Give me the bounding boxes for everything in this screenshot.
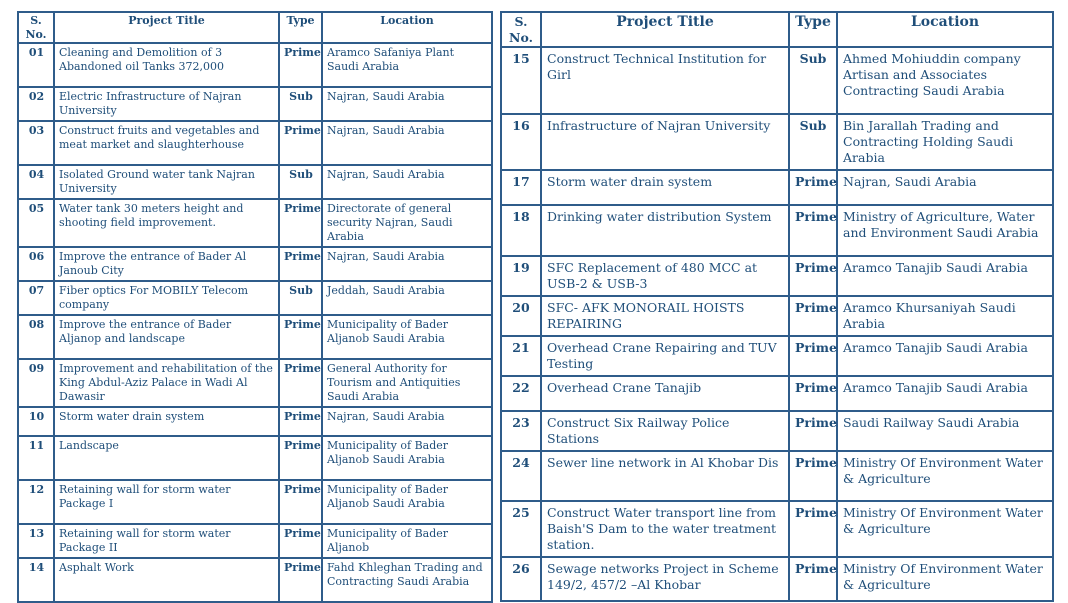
project-type-cell: Prime	[789, 170, 837, 205]
location-cell: Ahmed Mohiuddin company Artisan and Associates Contracting Saudi Arabia	[837, 47, 1053, 114]
project-type-cell: Prime	[789, 336, 837, 376]
project-type-cell: Sub	[789, 114, 837, 170]
header-location: Location	[837, 12, 1053, 47]
table-row	[501, 411, 1053, 451]
row-number: 12	[18, 480, 54, 524]
project-title-cell: Improve the entrance of Bader Aljanop and landscape	[54, 315, 279, 359]
header-type: Type	[789, 12, 837, 47]
row-number: 16	[501, 114, 541, 170]
row-number: 21	[501, 336, 541, 376]
project-title-cell: Overhead Crane Repairing and TUV Testing	[541, 336, 789, 376]
table-row	[18, 407, 492, 436]
table-row	[18, 480, 492, 524]
project-type-cell: Prime	[789, 451, 837, 501]
location-cell: Najran, Saudi Arabia	[322, 407, 492, 436]
project-title-cell: Construct Technical Institution for Girl	[541, 47, 789, 114]
project-title-cell: Landscape	[54, 436, 279, 480]
row-number: 05	[18, 199, 54, 247]
project-type-cell: Prime	[279, 436, 322, 480]
project-type-cell: Prime	[279, 247, 322, 281]
row-number: 08	[18, 315, 54, 359]
row-number: 04	[18, 165, 54, 199]
table-row	[18, 524, 492, 558]
table-row	[18, 436, 492, 480]
project-title-cell: Construct Water transport line from Baish'S Dam to the water treatment station.	[541, 501, 789, 557]
table-row	[18, 199, 492, 247]
table-row	[501, 114, 1053, 170]
location-cell: Ministry Of Environment Water & Agriculture	[837, 557, 1053, 601]
project-title-cell: Sewer line network in Al Khobar Dis	[541, 451, 789, 501]
location-cell: Najran, Saudi Arabia	[322, 247, 492, 281]
project-type-cell: Prime	[789, 411, 837, 451]
table-row	[501, 205, 1053, 256]
row-number: 20	[501, 296, 541, 336]
row-number: 07	[18, 281, 54, 315]
table-row	[18, 558, 492, 602]
row-number: 06	[18, 247, 54, 281]
location-cell: Ministry of Agriculture, Water and Environment Saudi Arabia	[837, 205, 1053, 256]
header-location: Location	[322, 12, 492, 43]
project-type-cell: Prime	[789, 205, 837, 256]
location-cell: Aramco Safaniya Plant Saudi Arabia	[322, 43, 492, 87]
row-number: 23	[501, 411, 541, 451]
table-header-row	[18, 12, 492, 43]
project-title-cell: Cleaning and Demolition of 3 Abandoned oil Tanks 372,000	[54, 43, 279, 87]
location-cell: Aramco Tanajib Saudi Arabia	[837, 376, 1053, 411]
table-row	[501, 256, 1053, 296]
table-row	[501, 170, 1053, 205]
project-title-cell: Storm water drain system	[54, 407, 279, 436]
project-title-cell: Retaining wall for storm water Package I	[54, 480, 279, 524]
table-header-row	[501, 12, 1053, 47]
project-type-cell: Prime	[279, 524, 322, 558]
table-row	[18, 315, 492, 359]
table-row	[501, 296, 1053, 336]
row-number: 09	[18, 359, 54, 407]
header-project-title: Project Title	[541, 12, 789, 47]
location-cell: Najran, Saudi Arabia	[322, 87, 492, 121]
table-row	[501, 451, 1053, 501]
location-cell: Bin Jarallah Trading and Contracting Holding Saudi Arabia	[837, 114, 1053, 170]
location-cell: Municipality of Bader Aljanob	[322, 524, 492, 558]
table-row	[501, 336, 1053, 376]
table-row	[18, 359, 492, 407]
row-number: 15	[501, 47, 541, 114]
row-number: 03	[18, 121, 54, 165]
project-title-cell: Isolated Ground water tank Najran University	[54, 165, 279, 199]
header-sno: S. No.	[18, 12, 54, 43]
header-sno: S. No.	[501, 12, 541, 47]
project-title-cell: Fiber optics For MOBILY Telecom company	[54, 281, 279, 315]
project-type-cell: Prime	[279, 199, 322, 247]
table-row	[18, 121, 492, 165]
project-type-cell: Prime	[789, 256, 837, 296]
project-type-cell: Prime	[279, 121, 322, 165]
project-type-cell: Sub	[279, 281, 322, 315]
project-title-cell: Improvement and rehabilitation of the King Abdul-Aziz Palace in Wadi Al Dawasir	[54, 359, 279, 407]
project-type-cell: Prime	[789, 296, 837, 336]
table-row	[18, 281, 492, 315]
project-title-cell: Sewage networks Project in Scheme 149/2, 457/2 –Al Khobar	[541, 557, 789, 601]
row-number: 26	[501, 557, 541, 601]
location-cell: Municipality of Bader Aljanob Saudi Arabia	[322, 315, 492, 359]
table-body-right	[501, 47, 1053, 601]
project-title-cell: SFC- AFK MONORAIL HOISTS REPAIRING	[541, 296, 789, 336]
project-title-cell: Asphalt Work	[54, 558, 279, 602]
project-title-cell: Retaining wall for storm water Package II	[54, 524, 279, 558]
header-project-title: Project Title	[54, 12, 279, 43]
location-cell: Ministry Of Environment Water & Agriculture	[837, 451, 1053, 501]
row-number: 18	[501, 205, 541, 256]
location-cell: Directorate of general security Najran, Saudi Arabia	[322, 199, 492, 247]
projects-table-right	[500, 11, 1054, 602]
project-title-cell: Improve the entrance of Bader Al Janoub City	[54, 247, 279, 281]
table-row	[18, 43, 492, 87]
project-title-cell: Electric Infrastructure of Najran University	[54, 87, 279, 121]
location-cell: Jeddah, Saudi Arabia	[322, 281, 492, 315]
row-number: 19	[501, 256, 541, 296]
row-number: 01	[18, 43, 54, 87]
table-row	[18, 87, 492, 121]
project-type-cell: Sub	[279, 165, 322, 199]
projects-table-left	[17, 11, 493, 603]
project-title-cell: Construct Six Railway Police Stations	[541, 411, 789, 451]
row-number: 13	[18, 524, 54, 558]
location-cell: Aramco Tanajib Saudi Arabia	[837, 256, 1053, 296]
project-title-cell: Storm water drain system	[541, 170, 789, 205]
row-number: 25	[501, 501, 541, 557]
table-row	[18, 165, 492, 199]
row-number: 14	[18, 558, 54, 602]
table-body-left	[18, 43, 492, 602]
project-title-cell: Drinking water distribution System	[541, 205, 789, 256]
location-cell: Saudi Railway Saudi Arabia	[837, 411, 1053, 451]
table-row	[501, 501, 1053, 557]
location-cell: General Authority for Tourism and Antiquities Saudi Arabia	[322, 359, 492, 407]
row-number: 11	[18, 436, 54, 480]
project-type-cell: Prime	[279, 359, 322, 407]
project-title-cell: Infrastructure of Najran University	[541, 114, 789, 170]
location-cell: Aramco Tanajib Saudi Arabia	[837, 336, 1053, 376]
header-type: Type	[279, 12, 322, 43]
project-title-cell: SFC Replacement of 480 MCC at USB-2 & USB-3	[541, 256, 789, 296]
location-cell: Ministry Of Environment Water & Agriculture	[837, 501, 1053, 557]
project-type-cell: Sub	[279, 87, 322, 121]
location-cell: Municipality of Bader Aljanob Saudi Arabia	[322, 480, 492, 524]
project-title-cell: Overhead Crane Tanajib	[541, 376, 789, 411]
project-type-cell: Prime	[279, 43, 322, 87]
project-title-cell: Construct fruits and vegetables and meat market and slaughterhouse	[54, 121, 279, 165]
project-type-cell: Prime	[789, 501, 837, 557]
table-row	[501, 47, 1053, 114]
table-row	[501, 376, 1053, 411]
project-type-cell: Prime	[279, 407, 322, 436]
location-cell: Najran, Saudi Arabia	[322, 165, 492, 199]
project-title-cell: Water tank 30 meters height and shooting field improvement.	[54, 199, 279, 247]
location-cell: Najran, Saudi Arabia	[837, 170, 1053, 205]
project-type-cell: Prime	[279, 558, 322, 602]
row-number: 17	[501, 170, 541, 205]
row-number: 02	[18, 87, 54, 121]
location-cell: Fahd Khleghan Trading and Contracting Saudi Arabia	[322, 558, 492, 602]
project-type-cell: Prime	[789, 557, 837, 601]
table-row	[18, 247, 492, 281]
location-cell: Najran, Saudi Arabia	[322, 121, 492, 165]
location-cell: Aramco Khursaniyah Saudi Arabia	[837, 296, 1053, 336]
location-cell: Municipality of Bader Aljanob Saudi Arabia	[322, 436, 492, 480]
project-type-cell: Prime	[279, 315, 322, 359]
project-type-cell: Prime	[789, 376, 837, 411]
project-type-cell: Sub	[789, 47, 837, 114]
project-type-cell: Prime	[279, 480, 322, 524]
row-number: 10	[18, 407, 54, 436]
row-number: 22	[501, 376, 541, 411]
row-number: 24	[501, 451, 541, 501]
table-row	[501, 557, 1053, 601]
